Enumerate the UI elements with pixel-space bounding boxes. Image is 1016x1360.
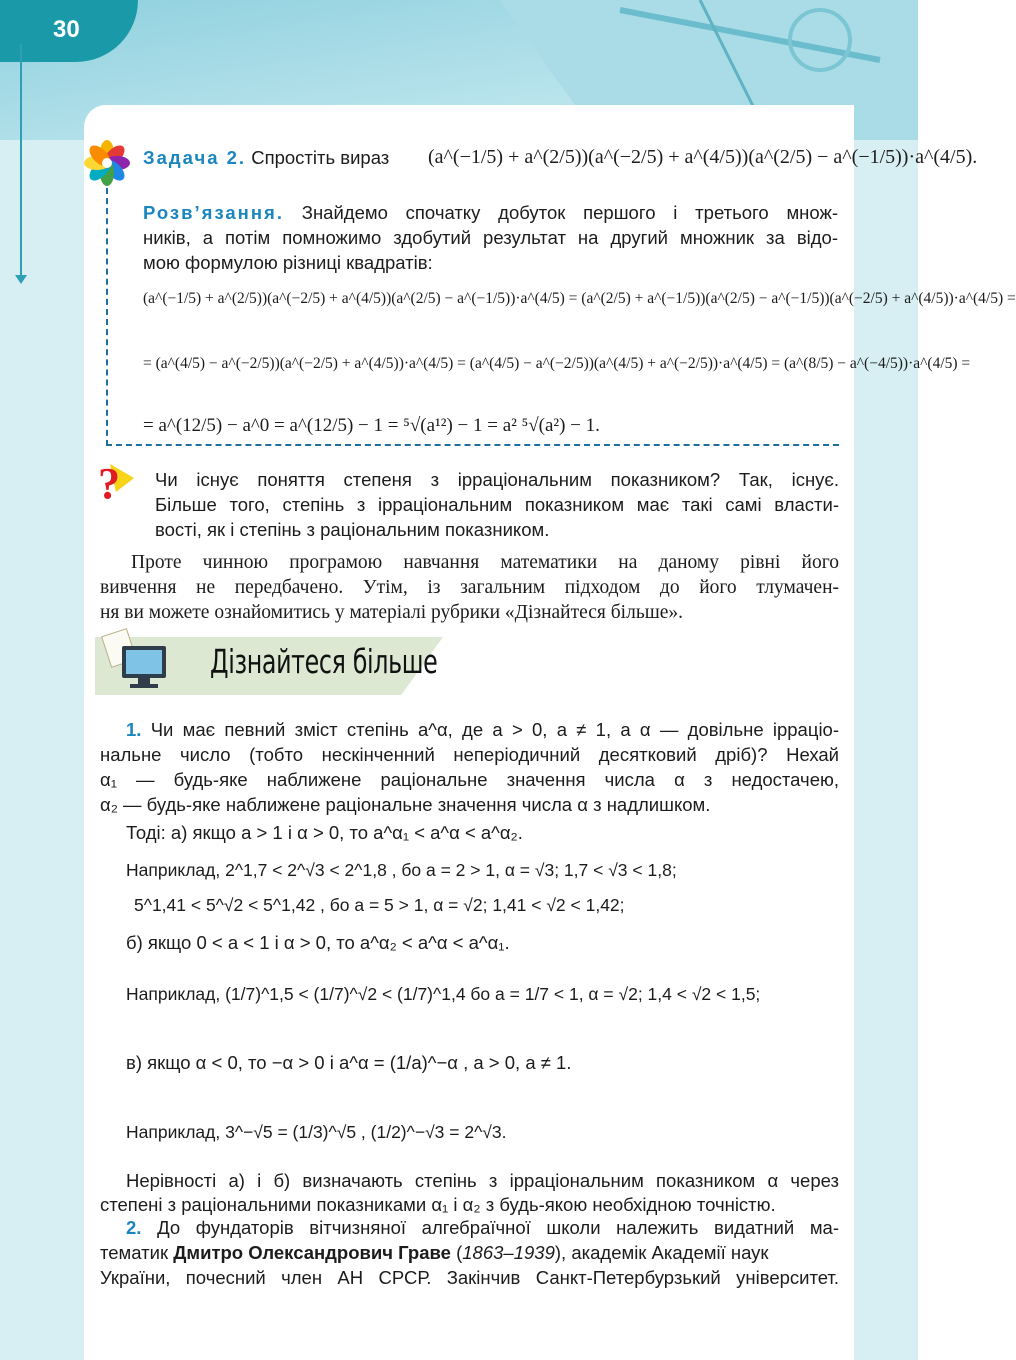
case-a: Тоді: а) якщо a > 1 і α > 0, то a^α₁ < a^α < a^α₂. bbox=[126, 822, 523, 843]
task-prompt: Спростіть вираз bbox=[251, 147, 390, 168]
solution-dashed-border-bottom bbox=[106, 444, 839, 446]
computer-icon bbox=[100, 630, 172, 692]
page-number: 30 bbox=[53, 16, 80, 43]
task-title-line bbox=[143, 145, 389, 170]
solution-line-2: ників, а потім помножимо здобутий результат на другий множник за відо- bbox=[143, 227, 838, 248]
item2-text-2b: ), академік Академії наук bbox=[554, 1242, 769, 1263]
flower-icon bbox=[84, 140, 130, 186]
item2-number: 2. bbox=[126, 1217, 142, 1238]
question-line-1: Чи існує поняття степеня з ірраціональним показником? Так, існує. bbox=[155, 469, 839, 490]
equation-line-1: (a^(−1/5) + a^(2/5))(a^(−2/5) + a^(4/5))(a^(2/5) − a^(−1/5))·a^(4/5) = (a^(2/5) + a^(−1/5))(a^(2/5) − a^(−1/5))(a^(−2/5) + a^(4/5))·a^(4/5) = bbox=[143, 290, 1016, 307]
paragraph-line-3: ня ви можете ознайомитись у матеріалі рубрики «Дізнайтеся більше». bbox=[100, 602, 684, 623]
svg-text:?: ? bbox=[98, 459, 120, 508]
grave-name: Дмитро Олександрович Граве bbox=[173, 1242, 451, 1263]
question-line-2: Більше того, степінь з ірраціональним показником має такі самі власти- bbox=[155, 494, 839, 515]
grave-years: 1863–1939 bbox=[462, 1242, 555, 1263]
equation-line-3: = a^(12/5) − a^0 = a^(12/5) − 1 = ⁵√(a¹²) − 1 = a² ⁵√(a²) − 1. bbox=[143, 415, 600, 436]
example-a1: Наприклад, 2^1,7 < 2^√3 < 2^1,8 , бо a = 2 > 1, α = √3; 1,7 < √3 < 1,8; bbox=[126, 860, 677, 880]
case-b: б) якщо 0 < a < 1 і α > 0, то a^α₂ < a^α < a^α₁. bbox=[126, 932, 510, 953]
learn-more-title: Дізнайтеся більше bbox=[210, 642, 438, 681]
task-expression: (a^(−1/5) + a^(2/5))(a^(−2/5) + a^(4/5))(a^(2/5) − a^(−1/5))·a^(4/5). bbox=[428, 146, 978, 168]
question-line-3: вості, як і степінь з раціональним показником. bbox=[155, 519, 550, 540]
margin-line bbox=[20, 44, 22, 279]
conclusion-line-1: Нерівності а) і б) визначають степінь з ірраціональним показником α через bbox=[126, 1170, 839, 1191]
solution-line-3: мою формулою різниці квадратів: bbox=[143, 252, 433, 273]
item2-text-2a: тематик bbox=[100, 1242, 174, 1263]
conclusion-line-2: степені з раціональними показниками α₁ і α₂ з будь-якою необхідною точністю. bbox=[100, 1194, 776, 1215]
paragraph-text-1: Проте чинною програмою навчання математики на даному рівні його bbox=[131, 552, 839, 573]
paragraph-line-1 bbox=[100, 550, 839, 575]
item2-line-3: України, почесний член АН СРСР. Закінчив Санкт-Петербурзький університет. bbox=[100, 1267, 839, 1288]
item1-text-1: Чи має певний зміст степінь a^α, де a > 0, a ≠ 1, а α — довільне ірраціо- bbox=[150, 719, 840, 740]
solution-text-1: Знайдемо спочатку добуток першого і третього множ- bbox=[301, 202, 838, 223]
solution-line-1 bbox=[143, 200, 838, 225]
equation-line-2: = (a^(4/5) − a^(−2/5))(a^(−2/5) + a^(4/5))·a^(4/5) = (a^(4/5) − a^(−2/5))(a^(4/5) + a^(−2/5))·a^(4/5) = (a^(8/5) − a^(−4/5))·a^(4/5) = bbox=[143, 355, 971, 372]
item2-line-1 bbox=[100, 1215, 839, 1240]
solution-dashed-border-left bbox=[106, 188, 108, 446]
solution-label: Розв’язання. bbox=[143, 202, 284, 223]
item2-line-2: тематик Дмитро Олександрович Граве (1863–1939), академік Академії наук bbox=[100, 1242, 769, 1263]
item1-number: 1. bbox=[126, 719, 142, 740]
item1-line-3: α₁ — будь-яке наближене раціональне значення числа α з недостачею, bbox=[100, 769, 839, 790]
example-b: Наприклад, (1/7)^1,5 < (1/7)^√2 < (1/7)^1,4 бо a = 1/7 < 1, α = √2; 1,4 < √2 < 1,5; bbox=[126, 984, 761, 1004]
item1-line-1 bbox=[100, 717, 839, 742]
question-mark-icon bbox=[96, 458, 136, 506]
item2-text-1: До фундаторів вітчизняної алгебраїчної школи належить видатний ма- bbox=[157, 1217, 840, 1238]
item1-line-2: нальне число (тобто нескінченний неперіодичний десятковий дріб)? Нехай bbox=[100, 744, 839, 765]
case-c: в) якщо α < 0, то −α > 0 і a^α = (1/a)^−α , a > 0, a ≠ 1. bbox=[126, 1052, 572, 1073]
margin-arrow-icon bbox=[15, 275, 27, 284]
example-c: Наприклад, 3^−√5 = (1/3)^√5 , (1/2)^−√3 = 2^√3. bbox=[126, 1122, 507, 1142]
task-heading: Задача 2. bbox=[143, 147, 247, 168]
item1-line-4: α₂ — будь-яке наближене раціональне значення числа α з надлишком. bbox=[100, 794, 711, 815]
paragraph-line-2: вивчення не передбачено. Утім, із загальним підходом до його тлумачен- bbox=[100, 577, 839, 598]
example-a2: 5^1,41 < 5^√2 < 5^1,42 , бо a = 5 > 1, α = √2; 1,41 < √2 < 1,42; bbox=[134, 895, 625, 915]
